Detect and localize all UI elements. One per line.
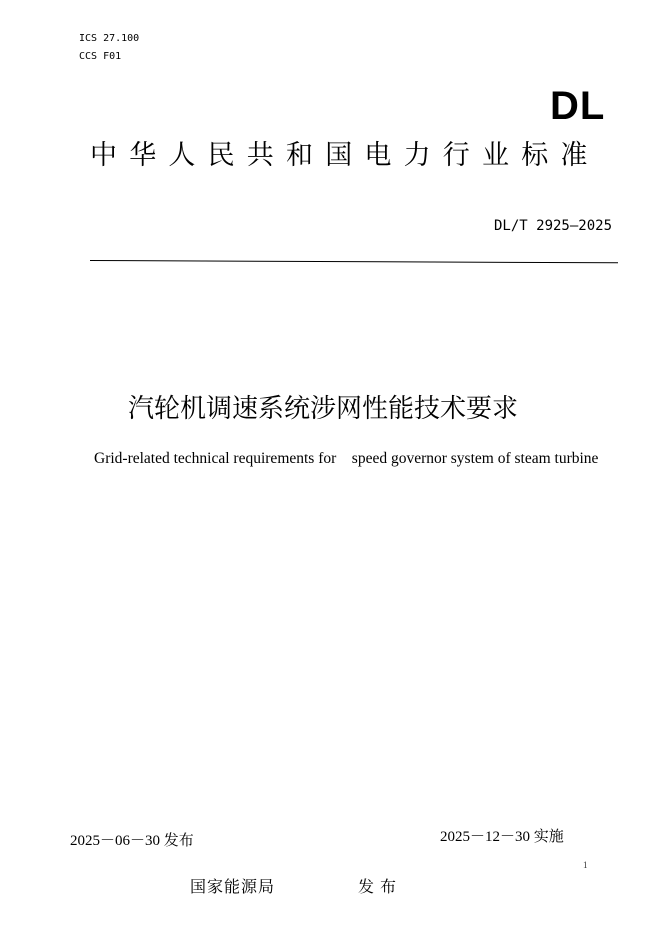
ccs-code: CCS F01 bbox=[79, 51, 122, 62]
issuer: 国家能源局 bbox=[190, 877, 276, 896]
header-divider bbox=[90, 260, 618, 263]
standard-number: DL/T 2925—2025 bbox=[494, 218, 613, 234]
ics-code: ICS 27.100 bbox=[79, 33, 140, 44]
standard-category-title: 中华人民共和国电力行业标准 bbox=[90, 140, 600, 171]
implementation-date: 2025－12－30 实施 bbox=[440, 829, 564, 845]
document-title-chinese: 汽轮机调速系统涉网性能技术要求 bbox=[128, 394, 519, 424]
issue-label: 发布 bbox=[358, 877, 403, 896]
document-title-english: Grid-related technical requirements for speed governor system of steam turbine bbox=[94, 450, 599, 467]
page-number: 1 bbox=[583, 860, 588, 870]
dl-logo: DL bbox=[550, 84, 606, 128]
issue-date: 2025－06－30 发布 bbox=[70, 833, 194, 849]
